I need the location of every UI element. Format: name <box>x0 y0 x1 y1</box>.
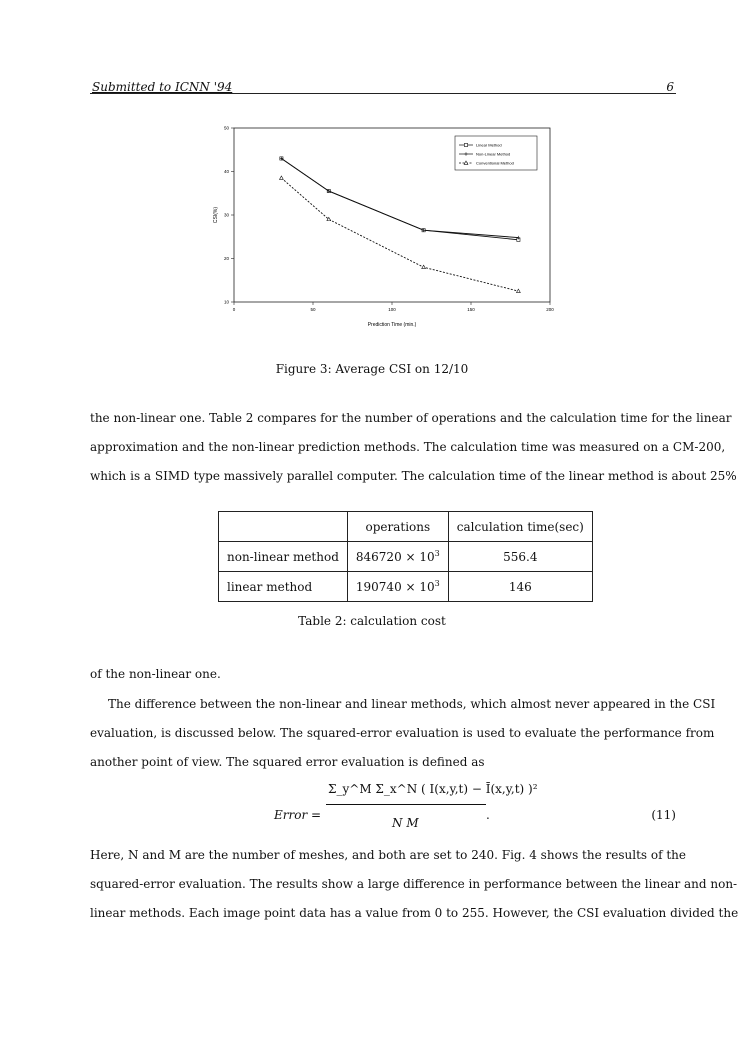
page-number: 6 <box>666 80 674 94</box>
calculation-cost-table <box>218 511 593 602</box>
page-header <box>90 80 676 94</box>
row-label: linear method <box>219 572 348 602</box>
square-marker <box>464 143 467 146</box>
y-tick-label: 30 <box>223 212 229 218</box>
legend-label: Linear Method <box>476 142 502 148</box>
fraction-bar <box>326 804 486 805</box>
equation-11 <box>272 782 676 832</box>
equation-period: . <box>486 808 490 822</box>
text-line: squared-error evaluation. The results show a large difference in performance between the linear and non- <box>90 877 738 891</box>
legend-label: Non-Linear Method <box>476 151 511 157</box>
text-line: another point of view. The squared error evaluation is defined as <box>90 755 485 769</box>
text-line: linear methods. Each image point data has a value from 0 to 255. However, the CSI evaluation divided the <box>90 906 739 920</box>
y-tick-label: 10 <box>223 299 229 305</box>
time-cell: 146 <box>448 572 592 602</box>
x-tick-label: 100 <box>388 307 396 312</box>
y-tick-label: 20 <box>223 256 229 261</box>
triangle-marker <box>280 176 284 179</box>
x-tick-label: 0 <box>232 307 236 312</box>
triangle-marker <box>422 265 426 268</box>
text-line: of the non-linear one. <box>90 667 221 681</box>
text-line: evaluation, is discussed below. The squared-error evaluation is used to evaluate the performance from <box>90 726 715 740</box>
series-line-1 <box>281 158 518 237</box>
table-caption: Table 2: calculation cost <box>298 614 446 628</box>
x-tick-label: 150 <box>467 307 475 312</box>
text-line: The difference between the non-linear and linear methods, which almost never appeared in the CSI <box>108 697 716 711</box>
triangle-marker <box>517 289 521 292</box>
table-header-cell: calculation time(sec) <box>448 512 592 542</box>
equation-lhs: Error = <box>274 808 322 822</box>
header-venue: Submitted to ICNN '94 <box>92 80 233 94</box>
table-header-cell <box>219 512 348 542</box>
text-line: approximation and the non-linear prediction methods. The calculation time was measured on a CM-200, <box>90 440 726 454</box>
paragraph-3 <box>90 690 716 777</box>
x-axis-label: Prediction Time (min.) <box>367 322 417 328</box>
table-header-row <box>219 512 593 542</box>
equation-numerator: Σ_y^M Σ_x^N ( I(x,y,t) − Ī(x,y,t) )² <box>328 782 538 796</box>
x-tick-label: 200 <box>546 307 554 312</box>
paragraph-4 <box>90 841 739 928</box>
operations-value: 846720 × 10 <box>355 550 435 564</box>
time-cell: 556.4 <box>448 542 592 572</box>
operations-value: 190740 × 10 <box>355 580 435 594</box>
text-line: which is a SIMD type massively parallel computer. The calculation time of the linear method is about 25% <box>90 469 737 483</box>
y-axis-label: CSI(%) <box>213 206 219 224</box>
text-line: the non-linear one. Table 2 compares for the number of operations and the calculation time for the linear <box>90 411 732 425</box>
figure-caption: Figure 3: Average CSI on 12/10 <box>275 362 469 376</box>
csi-line-chart <box>205 118 565 336</box>
equation-number: (11) <box>651 808 676 822</box>
table-row <box>219 572 593 602</box>
text-line: Here, N and M are the number of meshes, and both are set to 240. Fig. 4 shows the results of the <box>90 848 686 862</box>
operations-cell <box>347 572 448 602</box>
table-header-cell: operations <box>347 512 448 542</box>
paragraph-1 <box>90 404 737 491</box>
table-row <box>219 542 593 572</box>
operations-exponent: 3 <box>434 549 440 558</box>
paragraph-2 <box>90 660 676 689</box>
series-line-0 <box>281 158 518 239</box>
equation-denominator: N M <box>392 816 419 830</box>
y-tick-label: 40 <box>223 169 229 174</box>
operations-exponent: 3 <box>434 579 440 588</box>
operations-cell <box>347 542 448 572</box>
y-tick-label: 50 <box>223 125 229 131</box>
legend-label: Conventional Method <box>476 160 514 166</box>
x-tick-label: 50 <box>310 307 316 312</box>
row-label: non-linear method <box>219 542 348 572</box>
